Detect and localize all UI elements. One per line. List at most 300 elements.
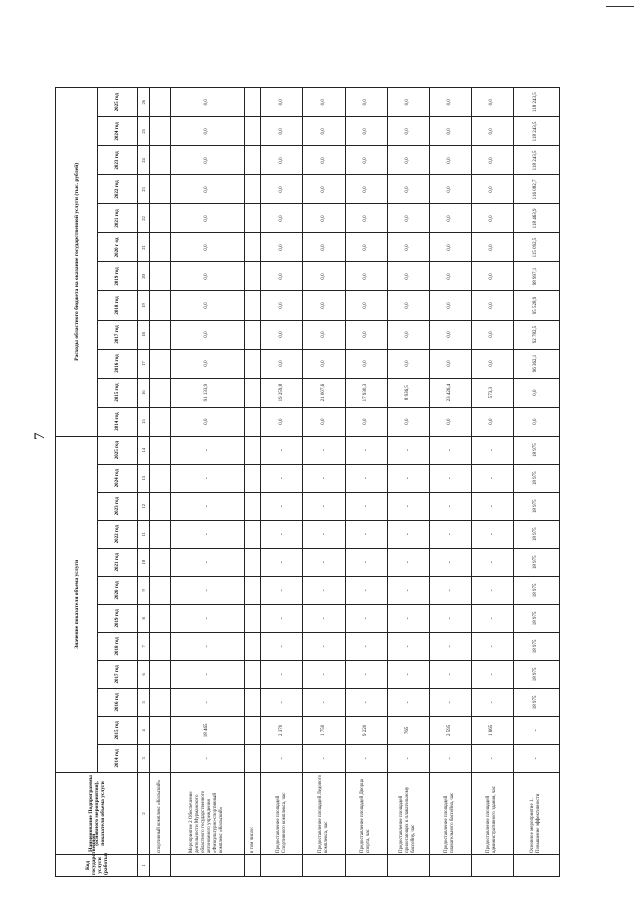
- cell-expense: 0,0: [261, 233, 303, 262]
- cell-expense: 0,0: [345, 233, 387, 262]
- header-volume-year: 2017 год: [98, 660, 138, 688]
- cell-expense: 0,0: [303, 233, 345, 262]
- cell-expense: 0,0: [429, 320, 471, 349]
- cell-expense: 0,0: [345, 117, 387, 146]
- cell-volume: -: [261, 464, 303, 492]
- header-expense-year: 2020 г од: [98, 233, 138, 262]
- cell-volume: 2 370: [261, 716, 303, 744]
- cell-volume: -: [429, 744, 471, 772]
- cell-volume: [244, 660, 261, 688]
- column-number: 18: [138, 320, 150, 349]
- cell-expense: [150, 407, 171, 436]
- cell-expense: 0,0: [387, 117, 429, 146]
- cell-expense: 96 362,1: [513, 349, 559, 378]
- column-number: 1: [138, 854, 150, 876]
- table-row: [345, 88, 387, 877]
- cell-volume: -: [261, 492, 303, 520]
- cell-expense: [244, 407, 261, 436]
- cell-volume: 18 975: [513, 632, 559, 660]
- cell-expense: 118 243,5: [513, 88, 559, 117]
- cell-volume: [244, 632, 261, 660]
- cell-volume: -: [471, 660, 513, 688]
- column-number: 20: [138, 262, 150, 291]
- cell-volume: -: [387, 688, 429, 716]
- cell-expense: 0,0: [471, 233, 513, 262]
- cell-expense: [244, 175, 261, 204]
- cell-expense: [150, 262, 171, 291]
- table-row: [171, 88, 245, 877]
- cell-volume: -: [471, 744, 513, 772]
- cell-volume: [244, 716, 261, 744]
- cell-volume: -: [387, 660, 429, 688]
- cell-volume: -: [387, 520, 429, 548]
- cell-expense: 0,0: [429, 117, 471, 146]
- cell-volume: -: [261, 744, 303, 772]
- header-expense-year: 2023 год: [98, 146, 138, 175]
- cell-volume: [150, 744, 171, 772]
- cell-volume: -: [261, 688, 303, 716]
- cell-volume: -: [261, 604, 303, 632]
- cell-expense: 0,0: [345, 146, 387, 175]
- cell-volume: [244, 520, 261, 548]
- cell-expense: 0,0: [261, 320, 303, 349]
- cell-name: Предоставление площадей Дворца спорта, час: [345, 772, 387, 854]
- column-number: 6: [138, 660, 150, 688]
- cell-expense: 0,0: [171, 320, 245, 349]
- cell-volume: -: [303, 688, 345, 716]
- cell-volume: -: [429, 604, 471, 632]
- cell-expense: 0,0: [471, 349, 513, 378]
- cell-code: [261, 854, 303, 876]
- header-expense-year: 2015 год: [98, 378, 138, 407]
- header-expense-year: 2017 год: [98, 320, 138, 349]
- header-name: Наименование Подпрограммы (основного мероприятия), показателя объема услуги: [56, 772, 138, 854]
- cell-volume: -: [345, 604, 387, 632]
- cell-expense: 0,0: [429, 407, 471, 436]
- header-volume-year: 2023 год: [98, 492, 138, 520]
- cell-expense: 116 082,7: [513, 175, 559, 204]
- cell-name: Предоставление площадей плавательного бассейна, час: [429, 772, 471, 854]
- header-expense-year: 2014 год: [98, 407, 138, 436]
- cell-volume: -: [471, 604, 513, 632]
- cell-volume: 1 750: [303, 716, 345, 744]
- cell-volume: -: [303, 576, 345, 604]
- cell-expense: 0,0: [345, 349, 387, 378]
- cell-volume: -: [171, 688, 245, 716]
- cell-volume: [150, 520, 171, 548]
- column-number: 22: [138, 204, 150, 233]
- cell-expense: 0,0: [303, 407, 345, 436]
- cell-volume: -: [345, 548, 387, 576]
- cell-volume: -: [303, 660, 345, 688]
- cell-expense: 0,0: [429, 233, 471, 262]
- cell-volume: -: [429, 436, 471, 464]
- cell-volume: 18 975: [513, 492, 559, 520]
- cell-expense: 0,0: [513, 407, 559, 436]
- cell-expense: [150, 88, 171, 117]
- column-number: 8: [138, 604, 150, 632]
- cell-volume: [244, 576, 261, 604]
- cell-volume: -: [171, 492, 245, 520]
- cell-expense: 0,0: [171, 291, 245, 320]
- cell-volume: -: [171, 744, 245, 772]
- cell-volume: -: [261, 632, 303, 660]
- table-row: [244, 88, 261, 877]
- cell-volume: -: [345, 632, 387, 660]
- cell-volume: -: [429, 520, 471, 548]
- table-row: [471, 88, 513, 877]
- header-expense-year: 2024 год: [98, 117, 138, 146]
- cell-volume: -: [345, 492, 387, 520]
- column-number: 21: [138, 233, 150, 262]
- cell-volume: -: [303, 604, 345, 632]
- page-number: 7: [32, 432, 48, 440]
- cell-expense: 0,0: [471, 146, 513, 175]
- cell-volume: [244, 604, 261, 632]
- cell-volume: [244, 464, 261, 492]
- cell-volume: -: [471, 520, 513, 548]
- cell-expense: 17 930,3: [345, 378, 387, 407]
- cell-name: Предоставление площадей административного здания, час: [471, 772, 513, 854]
- cell-volume: -: [387, 464, 429, 492]
- cell-volume: -: [171, 604, 245, 632]
- column-number: 17: [138, 349, 150, 378]
- cell-expense: 0,0: [387, 146, 429, 175]
- cell-expense: 0,0: [429, 204, 471, 233]
- cell-expense: 0,0: [387, 233, 429, 262]
- cell-expense: 0,0: [171, 88, 245, 117]
- cell-volume: -: [429, 548, 471, 576]
- column-number: 3: [138, 744, 150, 772]
- cell-volume: 18 975: [513, 548, 559, 576]
- cell-volume: -: [303, 436, 345, 464]
- cell-volume: -: [387, 548, 429, 576]
- cell-volume: 765: [387, 716, 429, 744]
- cell-volume: -: [261, 520, 303, 548]
- header-volume-year: 2021 год: [98, 548, 138, 576]
- cell-expense: 0,0: [303, 262, 345, 291]
- column-number: 16: [138, 378, 150, 407]
- header-volume-year: 2024 год: [98, 464, 138, 492]
- cell-volume: -: [387, 576, 429, 604]
- cell-volume: -: [171, 632, 245, 660]
- services-table: [55, 87, 560, 877]
- cell-volume: -: [345, 744, 387, 772]
- cell-volume: [150, 436, 171, 464]
- column-number: 11: [138, 520, 150, 548]
- cell-expense: [244, 262, 261, 291]
- cell-name: Основное мероприятие 1. Повышение эффективности: [513, 772, 559, 854]
- header-volume-year: 2016 год: [98, 688, 138, 716]
- column-number: 15: [138, 407, 150, 436]
- cell-expense: 0,0: [471, 291, 513, 320]
- column-number: 19: [138, 291, 150, 320]
- cell-volume: -: [303, 492, 345, 520]
- cell-expense: 0,0: [261, 117, 303, 146]
- cell-volume: 2 595: [429, 716, 471, 744]
- cell-expense: 115 092,5: [513, 233, 559, 262]
- cell-code: [387, 854, 429, 876]
- cell-expense: [150, 320, 171, 349]
- header-volume-year: 2022 год: [98, 520, 138, 548]
- cell-expense: 0,0: [471, 204, 513, 233]
- cell-code: [429, 854, 471, 876]
- cell-volume: -: [513, 716, 559, 744]
- table-row: [429, 88, 471, 877]
- cell-expense: [150, 117, 171, 146]
- column-number: 24: [138, 146, 150, 175]
- cell-expense: 91 133,9: [171, 378, 245, 407]
- cell-expense: 0,0: [429, 349, 471, 378]
- table-row: [513, 88, 559, 877]
- cell-volume: -: [387, 436, 429, 464]
- column-number: 7: [138, 632, 150, 660]
- cell-expense: 21 007,6: [303, 378, 345, 407]
- column-number: 23: [138, 175, 150, 204]
- cell-volume: -: [471, 492, 513, 520]
- cell-volume: -: [387, 632, 429, 660]
- table-row: [303, 88, 345, 877]
- cell-expense: 0,0: [303, 291, 345, 320]
- cell-expense: [150, 378, 171, 407]
- cell-code: [513, 854, 559, 876]
- cell-expense: 0,0: [429, 262, 471, 291]
- cell-expense: [244, 146, 261, 175]
- cell-name: в том числе:: [244, 772, 261, 854]
- cell-volume: -: [387, 744, 429, 772]
- cell-name: Мероприятие 2 Обеспечение деятельности Мурманского областного государственного автономного учреждения «Физкультурно-спортивный комплекс «Кольский»: [171, 772, 245, 854]
- cell-expense: 0,0: [261, 88, 303, 117]
- cell-code: [150, 854, 171, 876]
- cell-expense: 0,0: [261, 175, 303, 204]
- cell-volume: -: [303, 464, 345, 492]
- cell-code: [471, 854, 513, 876]
- cell-volume: -: [171, 576, 245, 604]
- cell-volume: -: [387, 604, 429, 632]
- cell-volume: -: [429, 688, 471, 716]
- cell-volume: -: [471, 688, 513, 716]
- header-expense-year: 2018 год: [98, 291, 138, 320]
- header-volume-year: 2019 год: [98, 604, 138, 632]
- cell-volume: -: [429, 576, 471, 604]
- cell-expense: [150, 291, 171, 320]
- cell-expense: 0,0: [429, 291, 471, 320]
- cell-volume: [150, 716, 171, 744]
- cell-volume: [150, 604, 171, 632]
- cell-code: [345, 854, 387, 876]
- cell-expense: 0,0: [471, 88, 513, 117]
- cell-expense: 0,0: [471, 407, 513, 436]
- column-number: 12: [138, 492, 150, 520]
- cell-code: [303, 854, 345, 876]
- cell-name: Предоставление площадей Спортивного комплекса, час: [261, 772, 303, 854]
- cell-expense: 0,0: [471, 175, 513, 204]
- cell-expense: [150, 175, 171, 204]
- cell-expense: 0,0: [471, 320, 513, 349]
- cell-expense: 0,0: [303, 88, 345, 117]
- rotated-table-wrapper: [55, 87, 560, 877]
- cell-expense: 0,0: [171, 146, 245, 175]
- cell-volume: [244, 436, 261, 464]
- cell-volume: 18 975: [513, 660, 559, 688]
- cell-code: [171, 854, 245, 876]
- cell-name: Предоставление площадей Ледового комплекса, час: [303, 772, 345, 854]
- cell-expense: 0,0: [387, 204, 429, 233]
- cell-expense: 0,0: [171, 349, 245, 378]
- header-volume-year: 2020 год: [98, 576, 138, 604]
- column-number: 26: [138, 88, 150, 117]
- cell-expense: 0,0: [171, 204, 245, 233]
- cell-expense: 0,0: [345, 204, 387, 233]
- cell-code: [244, 854, 261, 876]
- cell-expense: 0,0: [345, 88, 387, 117]
- column-number: 5: [138, 688, 150, 716]
- cell-expense: [150, 146, 171, 175]
- cell-volume: -: [171, 548, 245, 576]
- cell-expense: [150, 233, 171, 262]
- cell-expense: [244, 378, 261, 407]
- cell-expense: 118 463,9: [513, 204, 559, 233]
- cell-volume: -: [171, 660, 245, 688]
- cell-expense: 0,0: [387, 175, 429, 204]
- cell-expense: [244, 320, 261, 349]
- column-number: 10: [138, 548, 150, 576]
- cell-volume: [244, 688, 261, 716]
- cell-volume: [150, 464, 171, 492]
- cell-volume: [244, 744, 261, 772]
- cell-volume: -: [513, 744, 559, 772]
- cell-expense: 0,0: [429, 146, 471, 175]
- cell-expense: 0,0: [303, 320, 345, 349]
- cell-expense: 0,0: [387, 88, 429, 117]
- header-volume-year: 2014 год: [98, 744, 138, 772]
- cell-expense: 0,0: [171, 233, 245, 262]
- table-row: [150, 88, 171, 877]
- cell-volume: -: [261, 436, 303, 464]
- cell-expense: 0,0: [345, 175, 387, 204]
- cell-expense: 118 243,5: [513, 117, 559, 146]
- cell-expense: 0,0: [261, 262, 303, 291]
- header-expense-year: 2021 год: [98, 204, 138, 233]
- cell-volume: [244, 492, 261, 520]
- header-code: Код государственной услуги (работы): [56, 854, 138, 876]
- cell-volume: -: [471, 436, 513, 464]
- cell-volume: -: [471, 576, 513, 604]
- cell-volume: -: [345, 520, 387, 548]
- cell-expense: 0,0: [171, 117, 245, 146]
- cell-expense: 0,0: [387, 291, 429, 320]
- cell-volume: [244, 548, 261, 576]
- column-number: 2: [138, 772, 150, 854]
- cell-expense: 0,0: [303, 175, 345, 204]
- cell-expense: 0,0: [429, 175, 471, 204]
- cell-volume: 18 975: [513, 436, 559, 464]
- header-expense-year: 2025 год: [98, 88, 138, 117]
- cell-volume: [150, 548, 171, 576]
- cell-volume: -: [387, 492, 429, 520]
- cell-expense: 0,0: [303, 349, 345, 378]
- cell-expense: [150, 349, 171, 378]
- cell-volume: -: [261, 548, 303, 576]
- header-volume-year: 2025 год: [98, 436, 138, 464]
- cell-volume: -: [261, 660, 303, 688]
- cell-expense: 0,0: [471, 117, 513, 146]
- cell-expense: 0,0: [261, 204, 303, 233]
- cell-volume: -: [303, 744, 345, 772]
- cell-volume: 1 665: [471, 716, 513, 744]
- cell-name: Предоставление площадей прилегающих к плавательному бассейну, час: [387, 772, 429, 854]
- cell-expense: 19 259,8: [261, 378, 303, 407]
- cell-volume: -: [429, 660, 471, 688]
- cell-expense: 0,0: [387, 262, 429, 291]
- cell-expense: 0,0: [303, 204, 345, 233]
- cell-expense: 8 936,5: [387, 378, 429, 407]
- cell-volume: [150, 576, 171, 604]
- cell-expense: 98 997,1: [513, 262, 559, 291]
- cell-volume: 18 975: [513, 604, 559, 632]
- cell-volume: -: [261, 576, 303, 604]
- table-row: [387, 88, 429, 877]
- cell-volume: [150, 660, 171, 688]
- cell-volume: -: [171, 520, 245, 548]
- cell-expense: 0,0: [171, 262, 245, 291]
- cell-name: спортивный комплекс «Кольский»: [150, 772, 171, 854]
- cell-volume: -: [471, 548, 513, 576]
- cell-volume: -: [303, 632, 345, 660]
- cell-volume: 18 975: [513, 464, 559, 492]
- cell-expense: 0,0: [303, 117, 345, 146]
- cell-expense: 92 782,5: [513, 320, 559, 349]
- cell-volume: -: [345, 464, 387, 492]
- header-expense-year: 2016 год: [98, 349, 138, 378]
- cell-volume: -: [345, 576, 387, 604]
- column-number: 25: [138, 117, 150, 146]
- cell-volume: -: [303, 548, 345, 576]
- cell-expense: 0,0: [387, 407, 429, 436]
- cell-expense: [150, 204, 171, 233]
- cell-volume: [150, 632, 171, 660]
- cell-expense: [244, 291, 261, 320]
- cell-expense: [244, 349, 261, 378]
- cell-expense: 0,0: [387, 349, 429, 378]
- cell-expense: 95 528,9: [513, 291, 559, 320]
- cell-volume: -: [345, 660, 387, 688]
- column-number: 4: [138, 716, 150, 744]
- table-row: [261, 88, 303, 877]
- column-number: 9: [138, 576, 150, 604]
- cell-volume: -: [429, 492, 471, 520]
- cell-volume: 18 975: [513, 576, 559, 604]
- cell-expense: 0,0: [261, 146, 303, 175]
- cell-expense: 0,0: [171, 175, 245, 204]
- cell-expense: 118 243,5: [513, 146, 559, 175]
- header-expense-group: Расходы областного бюджета на оказание государственной услуги (тыс. рублей): [56, 88, 98, 437]
- cell-volume: 18 975: [513, 688, 559, 716]
- cell-volume: -: [345, 688, 387, 716]
- cell-volume: 18 975: [513, 520, 559, 548]
- cell-expense: 573,3: [471, 378, 513, 407]
- cell-expense: 23 426,4: [429, 378, 471, 407]
- cell-volume: -: [429, 464, 471, 492]
- cell-expense: 0,0: [471, 262, 513, 291]
- header-volume-year: 2018 год: [98, 632, 138, 660]
- cell-expense: [244, 233, 261, 262]
- cell-expense: [244, 117, 261, 146]
- header-volume-group: Значение показателя объема услуги: [56, 436, 98, 772]
- cell-volume: -: [171, 464, 245, 492]
- cell-volume: -: [171, 436, 245, 464]
- header-expense-year: 2022 год: [98, 175, 138, 204]
